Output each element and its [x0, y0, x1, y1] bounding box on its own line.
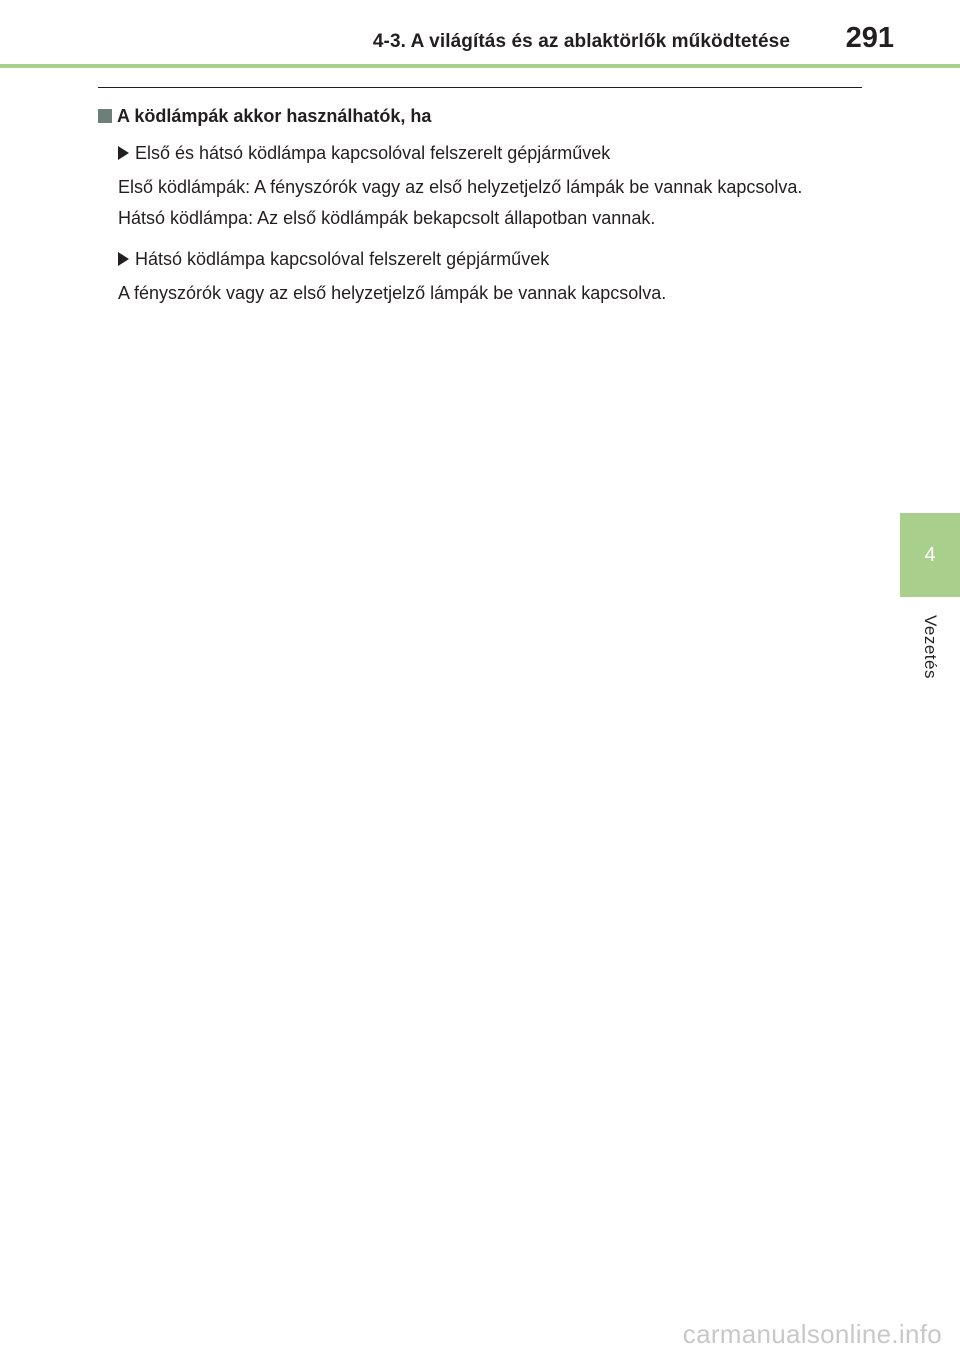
chapter-label: Vezetés [921, 615, 940, 679]
page-number: 291 [845, 22, 894, 54]
running-header-title: 4-3. A világítás és az ablaktörlők működtetése [372, 31, 790, 52]
condition-paragraph [98, 278, 864, 309]
vehicle-variant-bullet [98, 246, 864, 272]
vehicle-variant-text: Első és hátsó ködlámpa kapcsolóval felszerelt gépjárművek [135, 143, 611, 163]
condition-line: Első ködlámpák: A fényszórók vagy az első helyzetjelző lámpák be vannak kapcsolva. [118, 177, 803, 197]
triangle-bullet-icon [118, 146, 129, 160]
watermark: carmanualsonline.info [682, 1319, 942, 1349]
vehicle-variant-text: Hátsó ködlámpa kapcsolóval felszerelt gépjárművek [135, 249, 550, 269]
section-heading-text: A ködlámpák akkor használhatók, ha [117, 106, 432, 126]
header-rule [0, 64, 960, 68]
page-content [98, 104, 864, 321]
condition-line: A fényszórók vagy az első helyzetjelző lámpák be vannak kapcsolva. [118, 283, 667, 303]
square-bullet-icon [98, 109, 112, 123]
section-rule [98, 87, 862, 88]
chapter-number: 4 [924, 543, 936, 566]
section-heading [98, 104, 864, 128]
condition-line: Hátsó ködlámpa: Az első ködlámpák bekapcsolt állapotban vannak. [118, 208, 656, 228]
triangle-bullet-icon [118, 252, 129, 266]
chapter-label-container [902, 606, 958, 688]
condition-paragraph [98, 172, 864, 234]
vehicle-variant-bullet [98, 140, 864, 166]
chapter-tab [900, 513, 960, 597]
